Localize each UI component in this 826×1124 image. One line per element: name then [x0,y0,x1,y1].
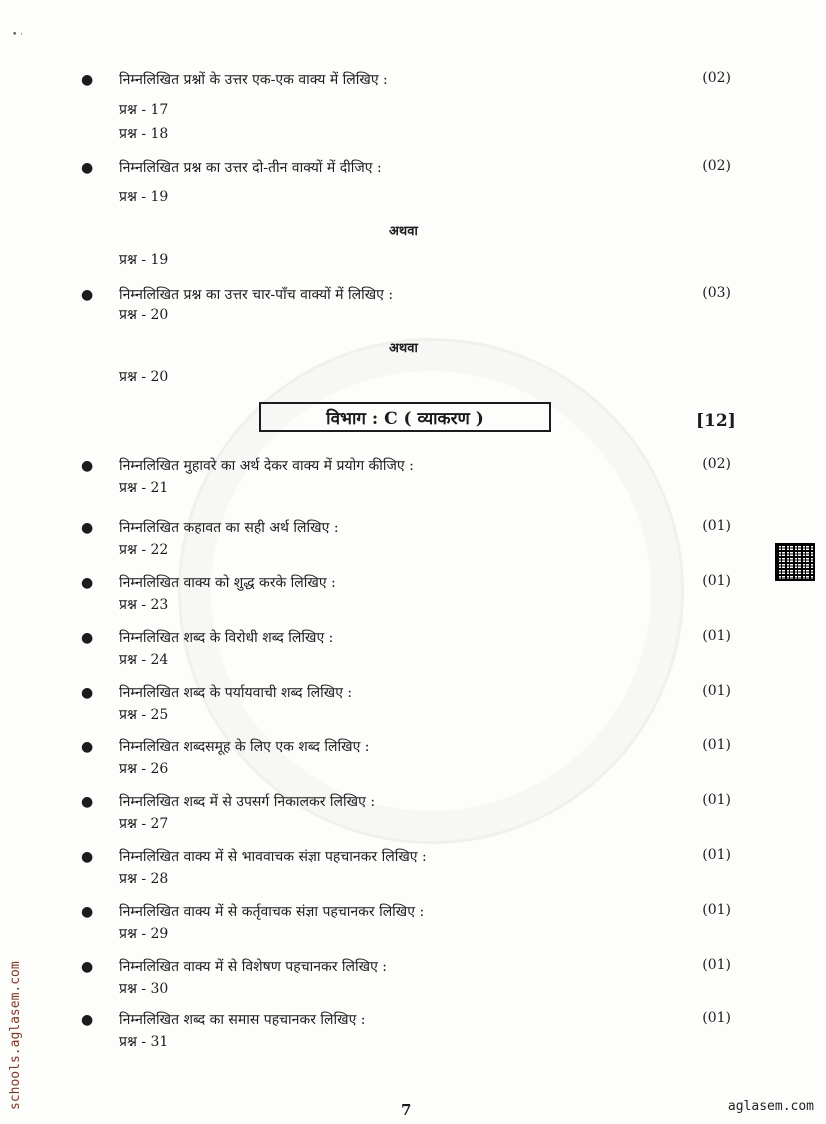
question-number: प्रश्न - 18 [119,126,169,142]
bullet-icon: ● [81,160,94,176]
bullet-icon: ● [81,685,94,701]
question-number: प्रश्न - 20 [119,369,169,385]
marks: (01) [702,957,731,973]
bullet-icon: ● [81,1012,94,1028]
question-number: प्रश्न - 24 [119,652,169,668]
marks: (01) [702,902,731,918]
section-title: विभाग : C ( व्याकरण ) [259,402,551,432]
bullet-icon: ● [81,458,94,474]
or-label: अथवा [389,341,418,356]
bullet-icon: ● [81,849,94,865]
question-number: प्रश्न - 22 [119,542,169,558]
side-watermark-url: schools.aglasem.com [8,961,23,1110]
instruction-text: निम्नलिखित शब्द में से उपसर्ग निकालकर लिखिए : [119,794,376,810]
or-label: अथवा [389,224,418,239]
section-marks: [12] [696,411,736,431]
question-number: प्रश्न - 28 [119,871,169,887]
marks: (02) [702,70,731,86]
instruction-text: निम्नलिखित प्रश्नों के उत्तर एक-एक वाक्य में लिखिए : [119,72,388,88]
bullet-icon: ● [81,739,94,755]
instruction-text: निम्नलिखित वाक्य में से विशेषण पहचानकर लिखिए : [119,959,388,975]
footer-url: aglasem.com [727,1099,814,1114]
marks: (01) [702,518,731,534]
bullet-icon: ● [81,904,94,920]
bullet-icon: ● [81,287,94,303]
instruction-text: निम्नलिखित कहावत का सही अर्थ लिखिए : [119,520,339,536]
question-number: प्रश्न - 17 [119,102,169,118]
instruction-text: निम्नलिखित प्रश्न का उत्तर दो-तीन वाक्यों में दीजिए : [119,160,382,176]
marks: (01) [702,1010,731,1026]
marks: (01) [702,792,731,808]
marks: (01) [702,737,731,753]
bullet-icon: ● [81,959,94,975]
instruction-text: निम्नलिखित वाक्य में से कर्तृवाचक संज्ञा पहचानकर लिखिए : [119,904,425,920]
marks: (01) [702,847,731,863]
question-number: प्रश्न - 23 [119,597,169,613]
qr-code-icon [775,543,815,581]
instruction-text: निम्नलिखित शब्द के विरोधी शब्द लिखिए : [119,630,334,646]
scan-specks: • · [12,30,24,40]
question-number: प्रश्न - 27 [119,816,169,832]
instruction-text: निम्नलिखित प्रश्न का उत्तर चार-पाँच वाक्यों में लिखिए : [119,287,394,303]
bullet-icon: ● [81,575,94,591]
question-number: प्रश्न - 19 [119,189,169,205]
question-number: प्रश्न - 25 [119,707,169,723]
question-number: प्रश्न - 30 [119,981,169,997]
bullet-icon: ● [81,630,94,646]
instruction-text: निम्नलिखित शब्दसमूह के लिए एक शब्द लिखिए : [119,739,370,755]
question-number: प्रश्न - 21 [119,480,169,496]
bullet-icon: ● [81,72,94,88]
bullet-icon: ● [81,520,94,536]
question-number: प्रश्न - 31 [119,1034,169,1050]
marks: (02) [702,158,731,174]
question-number: प्रश्न - 20 [119,307,169,323]
question-number: प्रश्न - 29 [119,926,169,942]
marks: (02) [702,456,731,472]
instruction-text: निम्नलिखित मुहावरे का अर्थ देकर वाक्य में प्रयोग कीजिए : [119,458,414,474]
marks: (03) [702,285,731,301]
bullet-icon: ● [81,794,94,810]
marks: (01) [702,573,731,589]
instruction-text: निम्नलिखित वाक्य को शुद्ध करके लिखिए : [119,575,336,591]
instruction-text: निम्नलिखित शब्द का समास पहचानकर लिखिए : [119,1012,366,1028]
marks: (01) [702,683,731,699]
marks: (01) [702,628,731,644]
page-number: 7 [401,1101,412,1119]
instruction-text: निम्नलिखित शब्द के पर्यायवाची शब्द लिखिए : [119,685,353,701]
question-number: प्रश्न - 19 [119,252,169,268]
instruction-text: निम्नलिखित वाक्य में से भाववाचक संज्ञा पहचानकर लिखिए : [119,849,427,865]
question-number: प्रश्न - 26 [119,761,169,777]
